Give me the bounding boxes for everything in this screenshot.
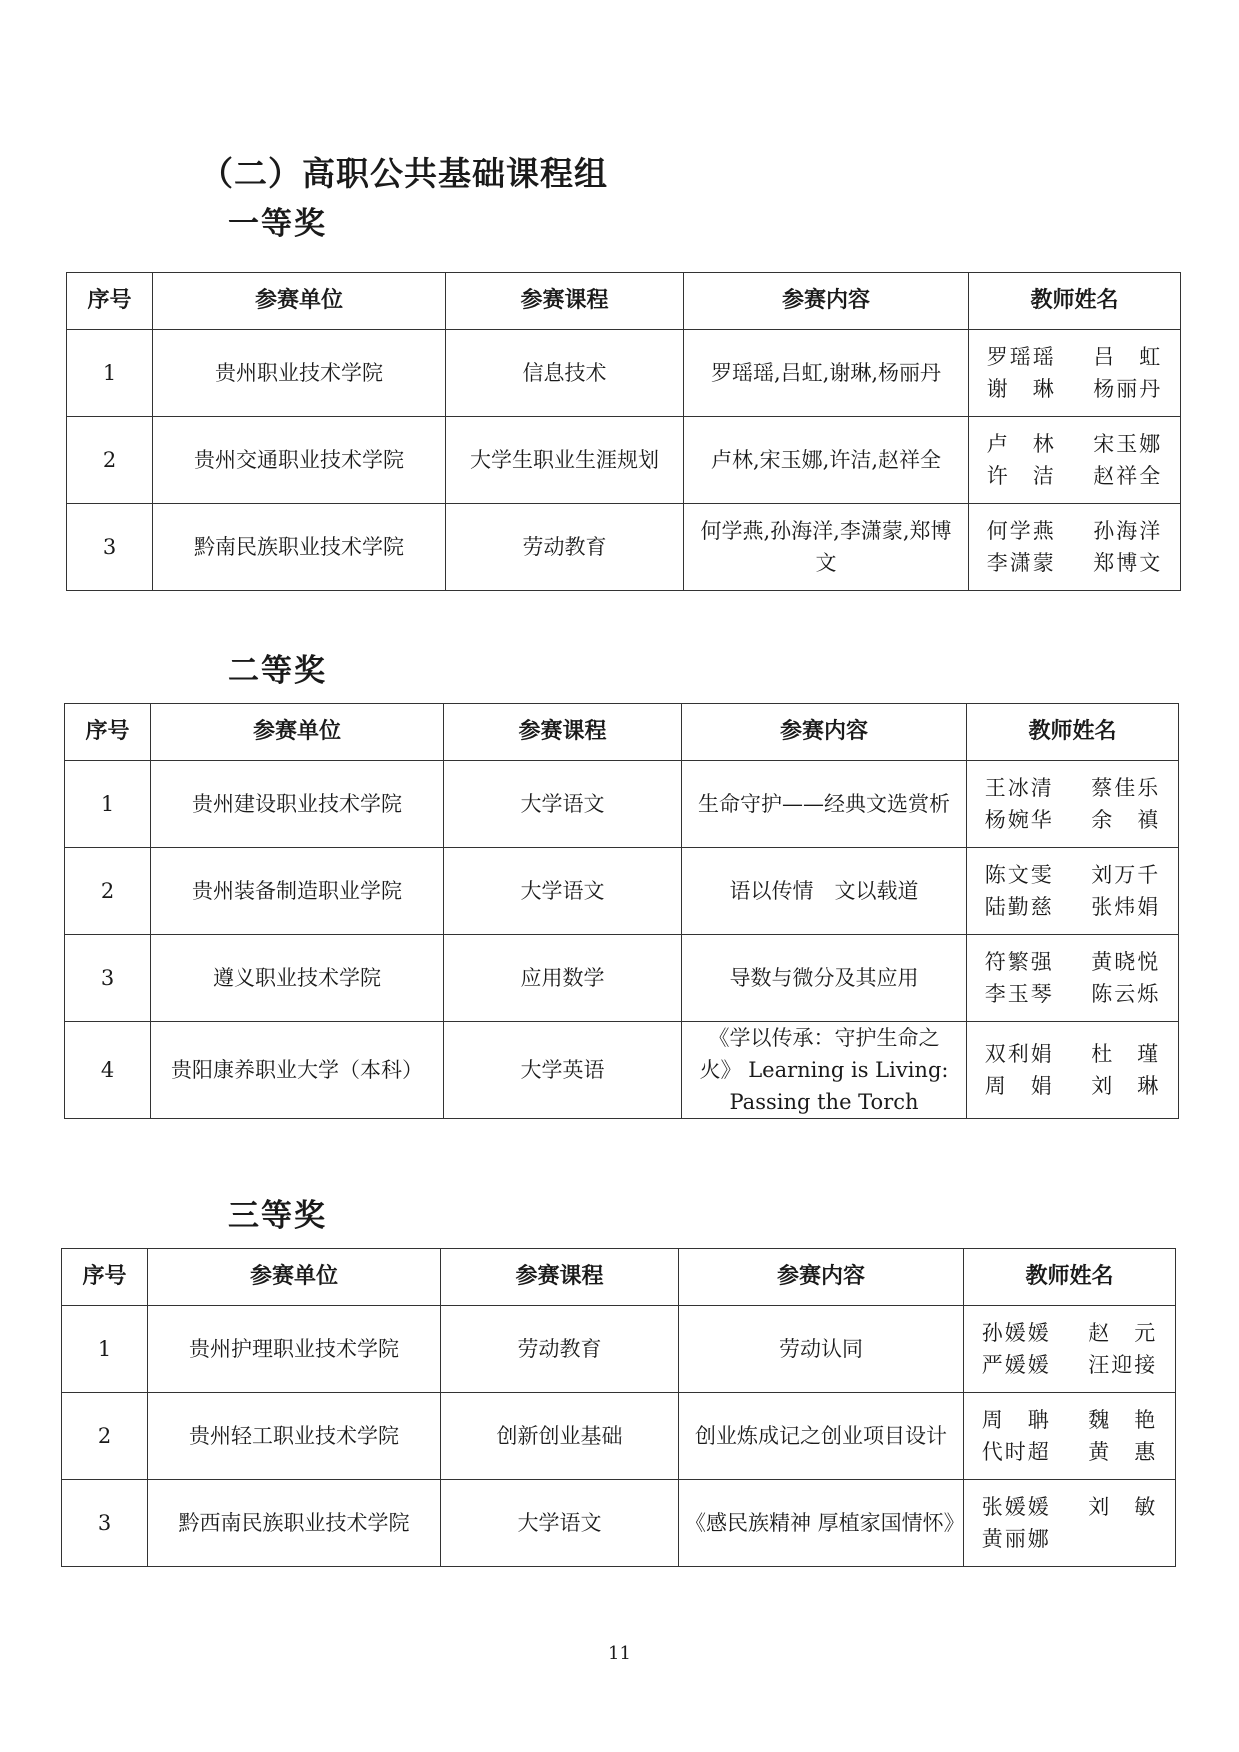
teacher-name: 双利娟 [984, 1042, 1054, 1066]
cell-no: 2 [62, 1393, 148, 1480]
cell-content: 《学以传承：守护生命之火》 Learning is Living: Passing the Torch [682, 1022, 967, 1119]
table-row [62, 1393, 1176, 1480]
teacher-list [973, 946, 1172, 1010]
cell-course: 劳动教育 [446, 504, 684, 591]
cell-course: 劳动教育 [441, 1306, 679, 1393]
teacher-name: 刘万千 [1091, 863, 1161, 887]
table-row [65, 848, 1179, 935]
teacher-name: 黄 惠 [1088, 1440, 1158, 1464]
teacher-name: 刘 敏 [1088, 1495, 1158, 1519]
table-row [65, 1022, 1179, 1119]
header-unit: 参赛单位 [153, 273, 446, 330]
cell-teachers [967, 935, 1179, 1022]
teacher-name: 许 洁 [986, 464, 1056, 488]
teacher-name: 赵 元 [1088, 1321, 1158, 1345]
teacher-name: 李潇蒙 [986, 551, 1056, 575]
teacher-name: 陈云烁 [1091, 982, 1161, 1006]
table-header-row [67, 273, 1181, 330]
teacher-list [975, 341, 1174, 405]
teacher-name: 郑博文 [1093, 551, 1163, 575]
teacher-name: 赵祥全 [1093, 464, 1163, 488]
teacher-name: 孙海洋 [1093, 519, 1163, 543]
teacher-name: 王冰清 [984, 776, 1054, 800]
header-teachers: 教师姓名 [967, 704, 1179, 761]
cell-teachers [967, 1022, 1179, 1119]
cell-content: 语以传情 文以载道 [682, 848, 967, 935]
cell-no: 3 [67, 504, 153, 591]
prize-heading-second: 二等奖 [228, 653, 327, 689]
cell-teachers [967, 848, 1179, 935]
cell-no: 3 [65, 935, 151, 1022]
header-unit: 参赛单位 [151, 704, 444, 761]
cell-content: 劳动认同 [679, 1306, 964, 1393]
teacher-name: 罗瑶瑶 [986, 345, 1056, 369]
header-teachers: 教师姓名 [969, 273, 1181, 330]
teacher-list [973, 772, 1172, 836]
cell-content: 导数与微分及其应用 [682, 935, 967, 1022]
cell-course: 大学语文 [441, 1480, 679, 1567]
cell-course: 大学英语 [444, 1022, 682, 1119]
teacher-name: 蔡佳乐 [1091, 776, 1161, 800]
cell-content: 《感民族精神 厚植家国情怀》 [679, 1480, 964, 1567]
teacher-name: 周 娟 [984, 1074, 1054, 1098]
teacher-name: 谢 琳 [986, 377, 1056, 401]
table-row [67, 504, 1181, 591]
cell-course: 信息技术 [446, 330, 684, 417]
teacher-list [973, 1038, 1172, 1102]
cell-course: 应用数学 [444, 935, 682, 1022]
teacher-name: 杨婉华 [984, 808, 1054, 832]
cell-no: 2 [67, 417, 153, 504]
section-title: （二）高职公共基础课程组 [200, 154, 608, 193]
cell-content: 罗瑶瑶,吕虹,谢琳,杨丽丹 [684, 330, 969, 417]
cell-no: 4 [65, 1022, 151, 1119]
cell-teachers [969, 330, 1181, 417]
cell-unit: 贵州装备制造职业学院 [151, 848, 444, 935]
header-teachers: 教师姓名 [964, 1249, 1176, 1306]
cell-teachers [964, 1393, 1176, 1480]
cell-no: 1 [62, 1306, 148, 1393]
cell-unit: 黔西南民族职业技术学院 [148, 1480, 441, 1567]
teacher-name: 宋玉娜 [1093, 432, 1163, 456]
table-row [62, 1480, 1176, 1567]
cell-course: 创新创业基础 [441, 1393, 679, 1480]
teacher-name: 张炜娟 [1091, 895, 1161, 919]
table-header-row [62, 1249, 1176, 1306]
teacher-name: 张媛媛 [981, 1495, 1051, 1519]
prize-heading-first: 一等奖 [228, 206, 327, 242]
cell-unit: 贵州建设职业技术学院 [151, 761, 444, 848]
cell-no: 2 [65, 848, 151, 935]
table-row [67, 417, 1181, 504]
teacher-list [970, 1404, 1169, 1468]
teacher-name: 陈文雯 [984, 863, 1054, 887]
header-content: 参赛内容 [679, 1249, 964, 1306]
teacher-name: 余 禛 [1091, 808, 1161, 832]
cell-course: 大学语文 [444, 848, 682, 935]
teacher-name: 黄丽娜 [981, 1527, 1051, 1551]
award-table-first [66, 272, 1181, 591]
cell-unit: 遵义职业技术学院 [151, 935, 444, 1022]
header-unit: 参赛单位 [148, 1249, 441, 1306]
page-number: 11 [608, 1643, 631, 1664]
cell-teachers [969, 417, 1181, 504]
header-course: 参赛课程 [441, 1249, 679, 1306]
teacher-name: 卢 林 [986, 432, 1056, 456]
header-content: 参赛内容 [684, 273, 969, 330]
teacher-list [973, 859, 1172, 923]
cell-content: 创业炼成记之创业项目设计 [679, 1393, 964, 1480]
teacher-name: 杨丽丹 [1093, 377, 1163, 401]
cell-unit: 贵阳康养职业大学（本科） [151, 1022, 444, 1119]
cell-no: 3 [62, 1480, 148, 1567]
teacher-list [970, 1317, 1169, 1381]
teacher-list [975, 428, 1174, 492]
teacher-name: 何学燕 [986, 519, 1056, 543]
teacher-name: 严媛媛 [981, 1353, 1051, 1377]
cell-teachers [964, 1480, 1176, 1567]
award-table-third [61, 1248, 1176, 1567]
award-table-second [64, 703, 1179, 1119]
header-no: 序号 [65, 704, 151, 761]
teacher-name: 黄晓悦 [1091, 950, 1161, 974]
prize-heading-third: 三等奖 [228, 1198, 327, 1234]
cell-content: 卢林,宋玉娜,许洁,赵祥全 [684, 417, 969, 504]
teacher-list [975, 515, 1174, 579]
cell-no: 1 [67, 330, 153, 417]
cell-teachers [967, 761, 1179, 848]
cell-teachers [964, 1306, 1176, 1393]
teacher-name: 魏 艳 [1088, 1408, 1158, 1432]
table-row [65, 761, 1179, 848]
cell-content: 生命守护——经典文选赏析 [682, 761, 967, 848]
header-course: 参赛课程 [446, 273, 684, 330]
teacher-name: 吕 虹 [1093, 345, 1163, 369]
cell-course: 大学生职业生涯规划 [446, 417, 684, 504]
cell-unit: 黔南民族职业技术学院 [153, 504, 446, 591]
teacher-list [970, 1491, 1169, 1555]
table-header-row [65, 704, 1179, 761]
table-row [62, 1306, 1176, 1393]
teacher-name: 符繁强 [984, 950, 1054, 974]
cell-teachers [969, 504, 1181, 591]
teacher-name: 汪迎接 [1088, 1353, 1158, 1377]
cell-unit: 贵州职业技术学院 [153, 330, 446, 417]
cell-content: 何学燕,孙海洋,李潇蒙,郑博文 [684, 504, 969, 591]
header-course: 参赛课程 [444, 704, 682, 761]
teacher-name: 刘 琳 [1091, 1074, 1161, 1098]
cell-unit: 贵州交通职业技术学院 [153, 417, 446, 504]
header-no: 序号 [67, 273, 153, 330]
table-row [65, 935, 1179, 1022]
teacher-name: 孙媛媛 [981, 1321, 1051, 1345]
teacher-name: 李玉琴 [984, 982, 1054, 1006]
cell-unit: 贵州护理职业技术学院 [148, 1306, 441, 1393]
teacher-name: 周 聃 [981, 1408, 1051, 1432]
teacher-name: 代时超 [981, 1440, 1051, 1464]
header-content: 参赛内容 [682, 704, 967, 761]
table-row [67, 330, 1181, 417]
teacher-name: 陆勤慈 [984, 895, 1054, 919]
cell-unit: 贵州轻工职业技术学院 [148, 1393, 441, 1480]
teacher-name: 杜 瑾 [1091, 1042, 1161, 1066]
cell-course: 大学语文 [444, 761, 682, 848]
cell-no: 1 [65, 761, 151, 848]
header-no: 序号 [62, 1249, 148, 1306]
